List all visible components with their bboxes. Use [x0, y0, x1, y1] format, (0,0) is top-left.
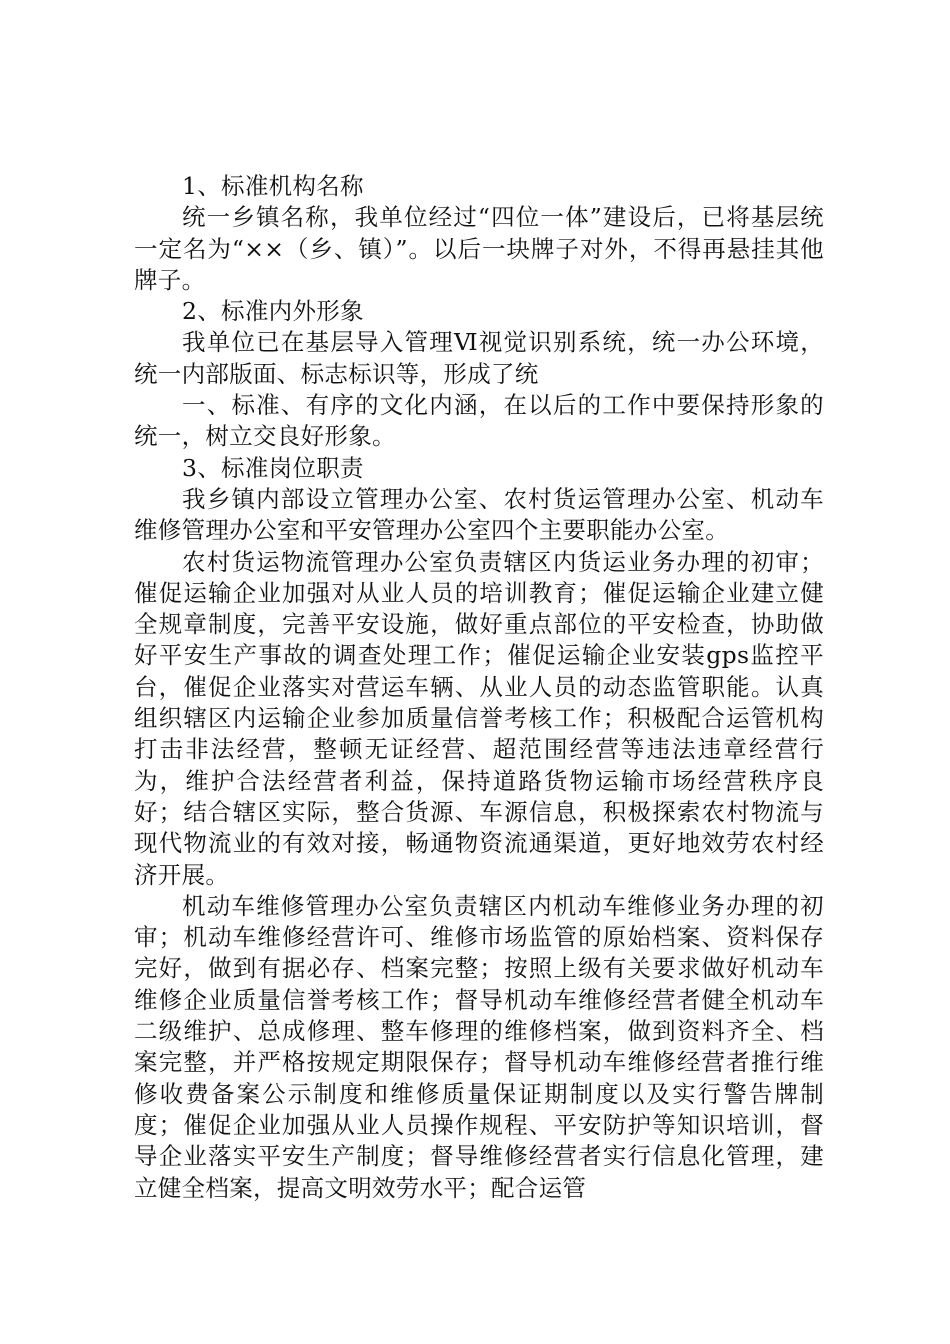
paragraph-vehicle-repair-office: 机动车维修管理办公室负责辖区内机动车维修业务办理的初审；机动车维修经营许可、维修市场监管的原始档案、资料保存完好，做到有据必存、档案完整；按照上级有关要求做好机动车维修企业质量信誉考核工作；督导机动车维修经营者健全机动车二级维护、总成修理、整车修理的维修档案，做到资料齐全、档案完整，并严格按规定期限保存；督导机动车维修经营者推行维修收费备案公示制度和维修质量保证期制度以及实行警告牌制度；催促企业加强从业人员操作规程、平安防护等知识培训，督导企业落实平安生产制度；督导维修经营者实行信息化管理，建立健全档案，提高文明效劳水平；配合运管	[134, 891, 824, 1202]
paragraph-offices: 我乡镇内部设立管理办公室、农村货运管理办公室、机动车维修管理办公室和平安管理办公室四个主要职能办公室。	[134, 484, 824, 545]
paragraph-freight-office: 农村货运物流管理办公室负责辖区内货运业务办理的初审；催促运输企业加强对从业人员的培训教育；催促运输企业建立健全规章制度，完善平安设施，做好重点部位的平安检查，协助做好平安生产事故的调查处理工作；催促运输企业安装gps监控平台，催促企业落实对营运车辆、从业人员的动态监管职能。认真组织辖区内运输企业参加质量信誉考核工作；积极配合运管机构打击非法经营，整顿无证经营、超范围经营等违法违章经营行为，维护合法经营者利益，保持道路货物运输市场经营秩序良好；结合辖区实际，整合货源、车源信息，积极探索农村物流与现代物流业的有效对接，畅通物资流通渠道，更好地效劳农村经济开展。	[134, 547, 824, 889]
document-body	[134, 171, 824, 1204]
section-heading-2: 2、标准内外形象	[182, 297, 364, 326]
paragraph-unified-name: 统一乡镇名称，我单位经过“四位一体”建设后，已将基层统一定名为“××（乡、镇）”。以后一块牌子对外，不得再悬挂其他牌子。	[134, 203, 824, 294]
section-heading-3: 3、标准岗位职责	[182, 453, 364, 482]
section-heading-1: 1、标准机构名称	[182, 172, 364, 200]
paragraph-vi-system: 我单位已在基层导入管理Ⅵ视觉识别系统，统一办公环境，统一内部版面、标志标识等，形成了统	[134, 328, 824, 388]
paragraph-culture: 一、标准、有序的文化内涵，在以后的工作中要保持形象的统一，树立交良好形象。	[134, 391, 824, 451]
